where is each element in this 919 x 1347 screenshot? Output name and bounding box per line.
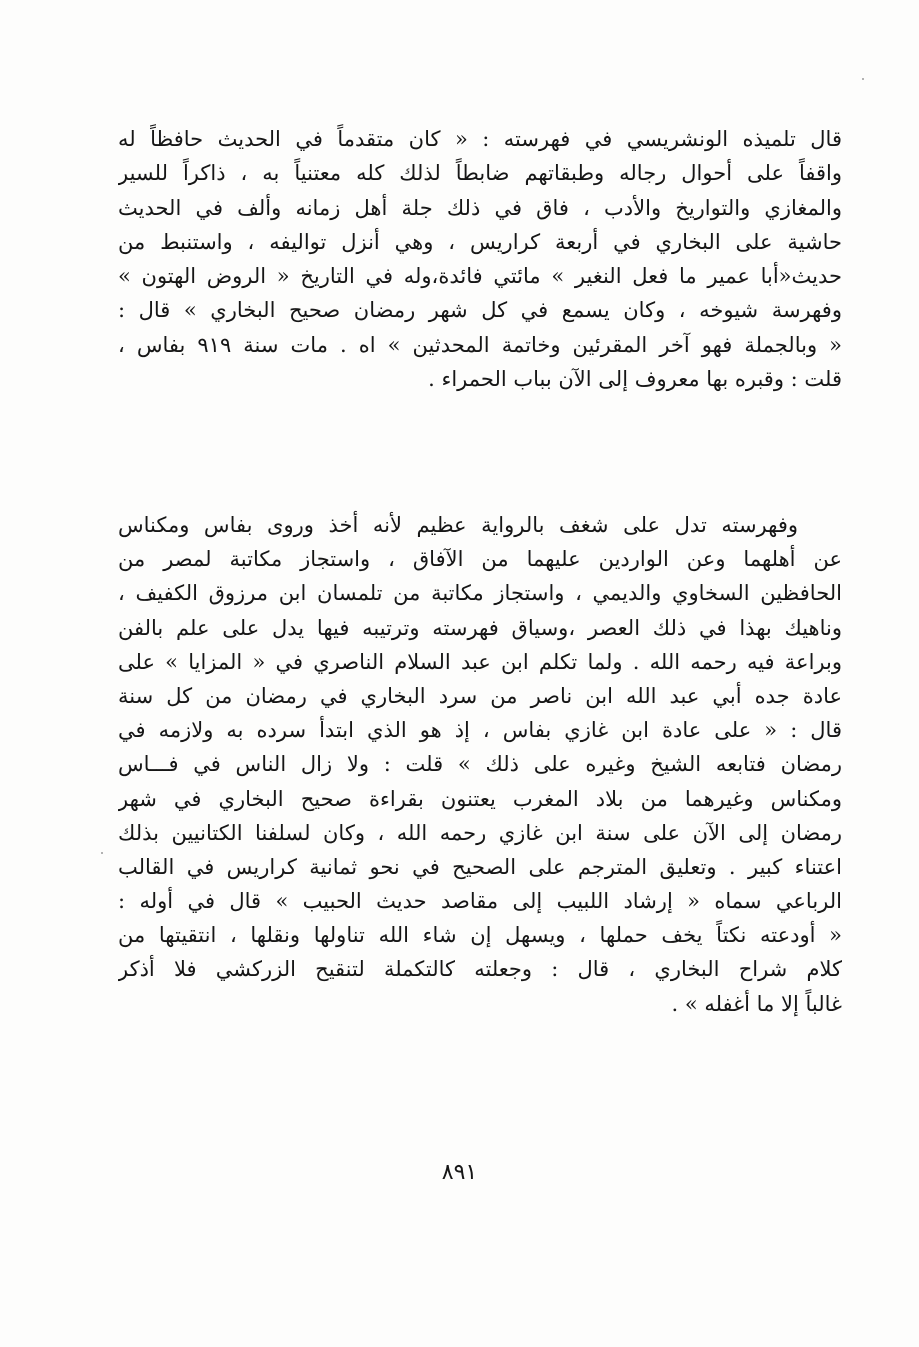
text-line: حاشية على البخاري في أربعة كراريس ، وهي أنزل تواليفه ، واستنبط من	[118, 229, 842, 254]
text-line: « وبالجملة فهو آخر المقرئين وخاتمة المحدثين » اه . مات سنة ٩١٩ بفاس ،	[118, 332, 842, 357]
text-line: رمضان فتابعه الشيخ وغيره على ذلك » قلت : ولا زال الناس في فـــاس	[118, 752, 842, 777]
text-line: وفهرسته تدل على شغف بالرواية عظيم لأنه أخذ وروى بفاس ومكناس	[118, 513, 798, 537]
page-number: ٨٩١	[441, 1160, 478, 1185]
text-line: قلت : وقبره بها معروف إلى الآن بباب الحمراء .	[428, 367, 842, 392]
scan-speck	[101, 852, 103, 854]
text-line: الحافظين السخاوي والديمي ، واستجاز مكاتبة من تلمسان ابن مرزوق الكفيف ،	[118, 581, 842, 606]
text-line: الرباعي سماه « إرشاد اللبيب إلى مقاصد حديث الحبيب » قال في أوله :	[118, 889, 842, 914]
text-line: ومكناس وغيرهما من بلاد المغرب يعتنون بقراءة صحيح البخاري في شهر	[118, 786, 842, 811]
paragraph-1	[118, 122, 842, 396]
text-line: عن أهلهما وعن الواردين عليهما من الآفاق ، واستجاز مكاتبة لمصر من	[118, 547, 842, 572]
text-line: رمضان إلى الآن على سنة ابن غازي رحمه الله ، وكان لسلفنا الكتانيين بذلك	[118, 820, 842, 845]
text-line: كلام شراح البخاري ، قال : وجعلته كالتكملة لتنقيح الزركشي فلا أذكر	[118, 957, 842, 982]
text-line: اعتناء كبير . وتعليق المترجم على الصحيح في نحو ثمانية كراريس في القالب	[118, 854, 842, 879]
scan-speck	[862, 78, 864, 80]
text-line: واقفاً على أحوال رجاله وطبقاتهم ضابطاً لذلك كله معتنياً به ، ذاكراً للسير	[118, 161, 842, 186]
paragraph-2	[118, 508, 842, 1021]
text-line: حديث«أبا عمير ما فعل النغير » مائتي فائدة،وله في التاريخ « الروض الهتون »	[118, 264, 842, 289]
text-line: وفهرسة شيوخه ، وكان يسمع في كل شهر رمضان صحيح البخاري » قال :	[118, 298, 842, 323]
text-line: وناهيك بهذا في ذلك العصر ،وسياق فهرسته وترتيبه فيها يدل على علم بالفن	[118, 615, 842, 640]
text-line: قال تلميذه الونشريسي في فهرسته : « كان متقدماً في الحديث حافظاً له	[118, 127, 842, 151]
text-line: وبراعة فيه رحمه الله . ولما تكلم ابن عبد السلام الناصري في « المزايا » على	[118, 649, 842, 674]
text-line: عادة جده أبي عبد الله ابن ناصر من سرد البخاري في رمضان من كل سنة	[118, 683, 842, 708]
text-line: غالباً إلا ما أغفله » .	[671, 991, 842, 1016]
text-line: والمغازي والتواريخ والأدب ، فاق في ذلك جلة أهل زمانه وألف في الحديث	[118, 195, 842, 220]
text-line: « أودعته نكتاً يخف حملها ، ويسهل إن شاء الله تناولها ونقلها ، انتقيتها من	[118, 923, 842, 948]
text-line: قال : « على عادة ابن غازي بفاس ، إذ هو الذي ابتدأ سرده به ولازمه في	[118, 718, 842, 743]
